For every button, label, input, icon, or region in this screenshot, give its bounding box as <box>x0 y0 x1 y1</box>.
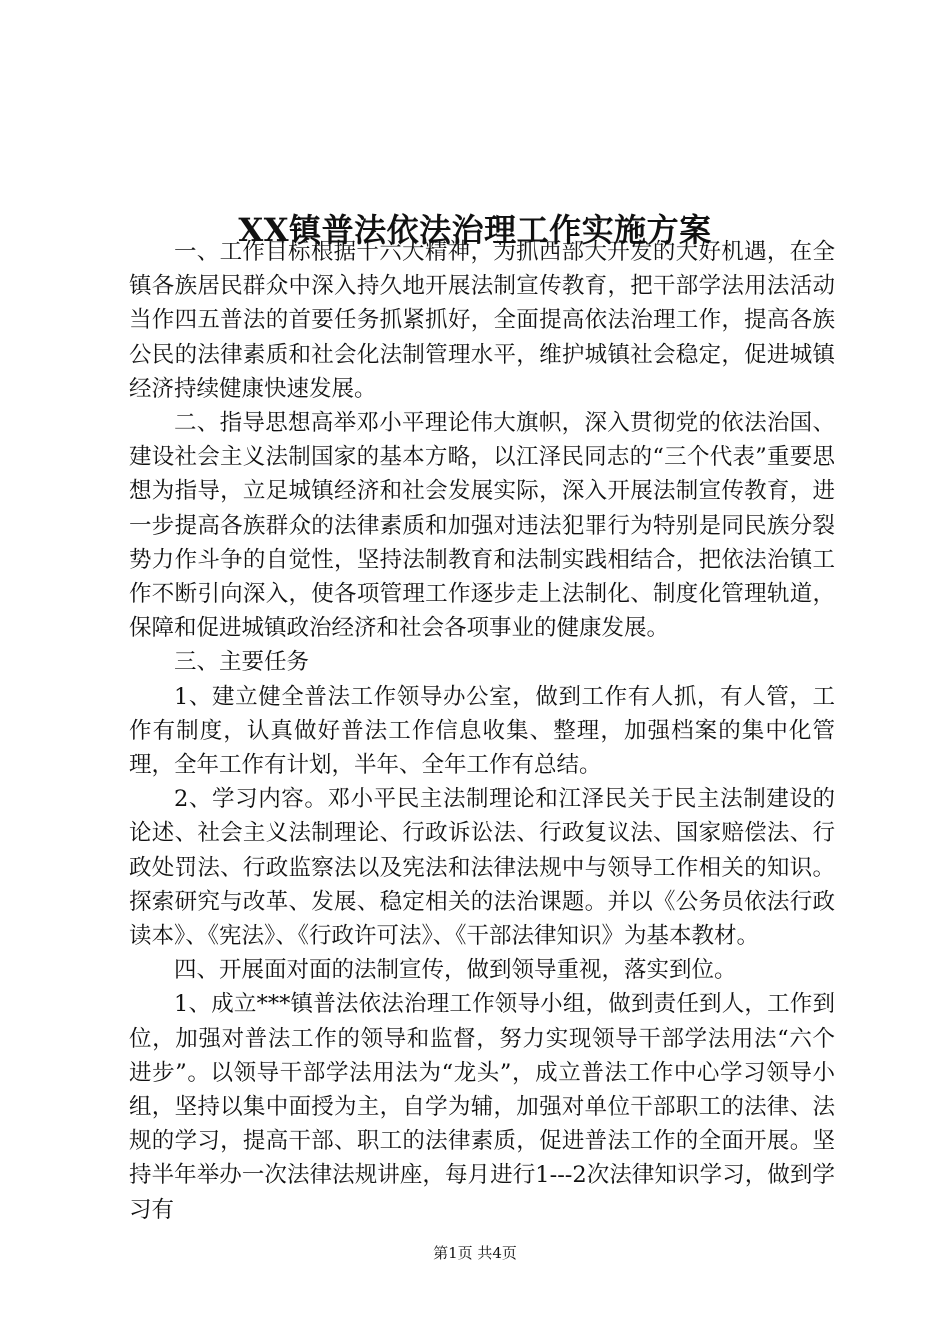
document-body <box>129 235 835 1227</box>
document-title: XX镇普法依法治理工作实施方案 <box>238 211 712 250</box>
paragraph-publicity-1: 1、成立***镇普法依法治理工作领导小组，做到责任到人，工作到位，加强对普法工作的领导和监督，努力实现领导干部学法用法“六个进步”。以领导干部学法用法为“龙头”，成立普法工作中心学习领导小组，坚持以集中面授为主，自学为辅，加强对单位干部职工的法律、法规的学习，提高干部、职工的法律素质，促进普法工作的全面开展。坚持半年举办一次法律法规讲座，每月进行1---2次法律知识学习，做到学习有 <box>129 991 835 1223</box>
paragraph-guiding-ideology: 二、指导思想高举邓小平理论伟大旗帜，深入贯彻党的依法治国、建设社会主义法制国家的基本方略，以江泽民同志的“三个代表”重要思想为指导，立足城镇经济和社会发展实际，深入开展法制宣传教育，进一步提高各族群众的法律素质和加强对违法犯罪行为特别是同民族分裂势力作斗争的自觉性，坚持法制教育和法制实践相结合，把依法治镇工作不断引向深入，使各项管理工作逐步走上法制化、制度化管理轨道，保障和促进城镇政治经济和社会各项事业的健康发展。 <box>129 410 835 642</box>
paragraph-work-goals: 一、工作目标根据十六大精神，为抓西部大开发的大好机遇，在全镇各族居民群众中深入持久地开展法制宣传教育，把干部学法用法活动当作四五普法的首要任务抓紧抓好，全面提高依法治理工作，提高各族公民的法律素质和社会化法制管理水平，维护城镇社会稳定，促进城镇经济持续健康快速发展。 <box>129 239 835 402</box>
paragraph-task-1: 1、建立健全普法工作领导办公室，做到工作有人抓，有人管，工作有制度，认真做好普法工作信息收集、整理，加强档案的集中化管理，全年工作有计划，半年、全年工作有总结。 <box>129 683 835 779</box>
paragraph-task-2: 2、学习内容。邓小平民主法制理论和江泽民关于民主法制建设的论述、社会主义法制理论、行政诉讼法、行政复议法、国家赔偿法、行政处罚法、行政监察法以及宪法和法律法规中与领导工作相关的知识。探索研究与改革、发展、稳定相关的法治课题。并以《公务员依法行政读本》、《宪法》、《行政许可法》、《干部法律知识》为基本教材。 <box>129 786 835 950</box>
section-heading-main-tasks: 三、主要任务 <box>174 649 310 676</box>
section-heading-publicity: 四、开展面对面的法制宣传，做到领导重视，落实到位。 <box>174 957 737 984</box>
page-number: 第1页 共4页 <box>433 1244 517 1262</box>
